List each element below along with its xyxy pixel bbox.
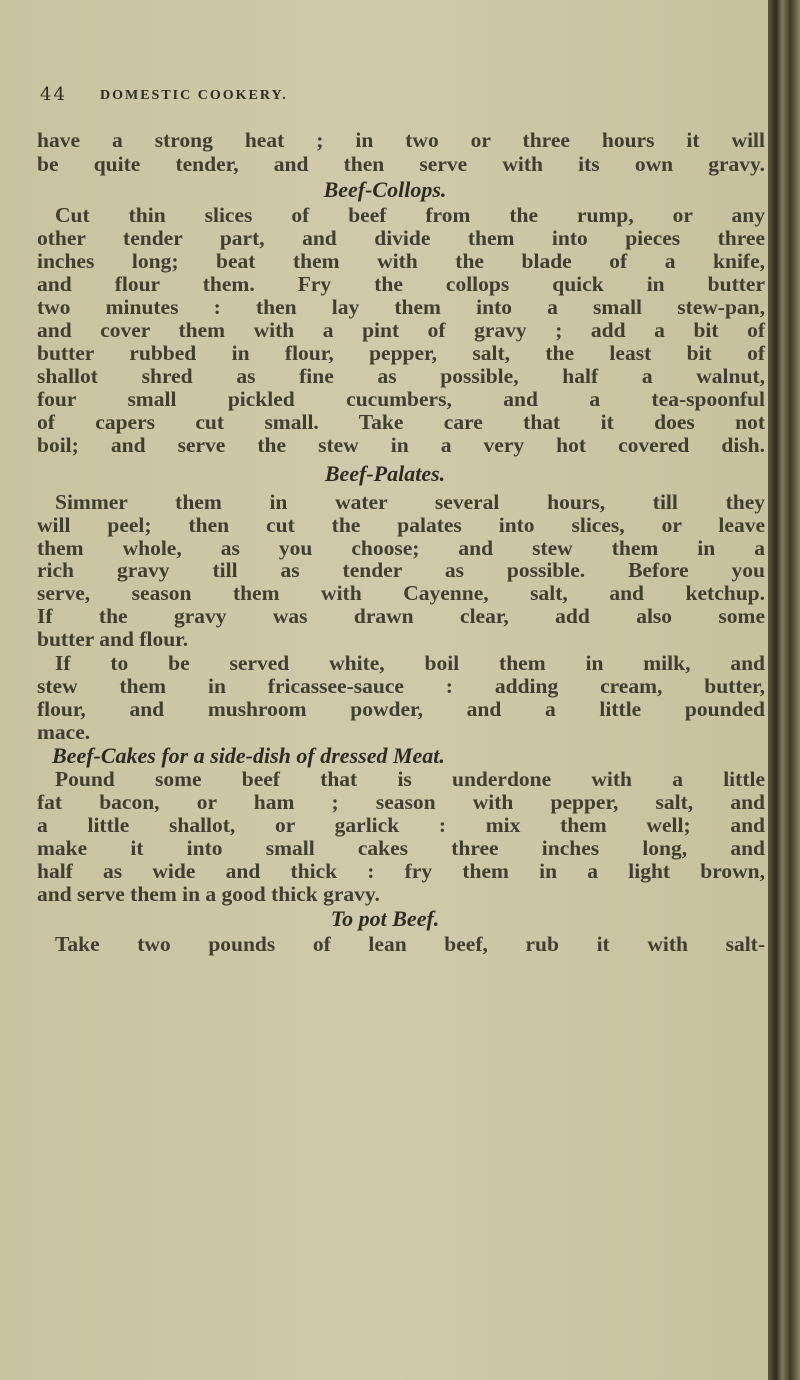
text-line: Take two pounds of lean beef, rub it with salt- xyxy=(55,932,765,956)
text-line: inches long; beat them with the blade of a knife, xyxy=(37,249,765,273)
text-line: rich gravy till as tender as possible. Before you xyxy=(37,558,765,582)
text-line: be quite tender, and then serve with its own gravy. xyxy=(37,152,765,176)
text-line: make it into small cakes three inches long, and xyxy=(37,836,765,860)
text-line: butter and flour. xyxy=(37,627,189,651)
text-line: will peel; then cut the palates into slices, or leave xyxy=(37,513,765,537)
text-line: two minutes : then lay them into a small stew-pan, xyxy=(37,295,765,319)
running-title: DOMESTIC COOKERY. xyxy=(100,88,288,103)
text-line: a little shallot, or garlick : mix them well; and xyxy=(37,813,765,837)
section-heading: Beef-Palates. xyxy=(324,461,446,486)
section-heading: To pot Beef. xyxy=(330,906,440,931)
text-line: Simmer them in water several hours, till they xyxy=(55,490,765,514)
text-line: flour, and mushroom powder, and a little pounded xyxy=(37,697,765,721)
section-heading: Beef-Cakes for a side-dish of dressed Meat. xyxy=(52,743,445,768)
text-line: and flour them. Fry the collops quick in butter xyxy=(37,272,765,296)
text-line: and cover them with a pint of gravy ; add a bit of xyxy=(37,318,765,342)
text-line: four small pickled cucumbers, and a tea-spoonful xyxy=(37,387,765,411)
text-line: fat bacon, or ham ; season with pepper, salt, and xyxy=(37,790,765,814)
text-line: butter rubbed in flour, pepper, salt, the least bit of xyxy=(37,341,765,365)
text-line: If the gravy was drawn clear, add also some xyxy=(37,604,765,628)
text-line: other tender part, and divide them into pieces three xyxy=(37,226,765,250)
text-line: of capers cut small. Take care that it does not xyxy=(37,410,765,434)
text-line: have a strong heat ; in two or three hours it will xyxy=(37,128,765,152)
text-line: mace. xyxy=(37,720,91,744)
page-number: 44 xyxy=(40,84,67,105)
text-line: serve, season them with Cayenne, salt, and ketchup. xyxy=(37,581,765,605)
text-line: half as wide and thick : fry them in a light brown, xyxy=(37,859,765,883)
text-line: If to be served white, boil them in milk, and xyxy=(55,651,765,675)
book-binding-edge xyxy=(768,0,800,1380)
text-line: shallot shred as fine as possible, half a walnut, xyxy=(37,364,765,388)
text-line: Pound some beef that is underdone with a little xyxy=(55,767,765,791)
text-line: them whole, as you choose; and stew them in a xyxy=(37,536,765,560)
text-line: boil; and serve the stew in a very hot covered dish. xyxy=(37,433,765,457)
text-line: Cut thin slices of beef from the rump, or any xyxy=(55,203,765,227)
text-line: stew them in fricassee-sauce : adding cream, butter, xyxy=(37,674,765,698)
section-heading: Beef-Collops. xyxy=(323,177,447,202)
text-line: and serve them in a good thick gravy. xyxy=(37,882,380,906)
